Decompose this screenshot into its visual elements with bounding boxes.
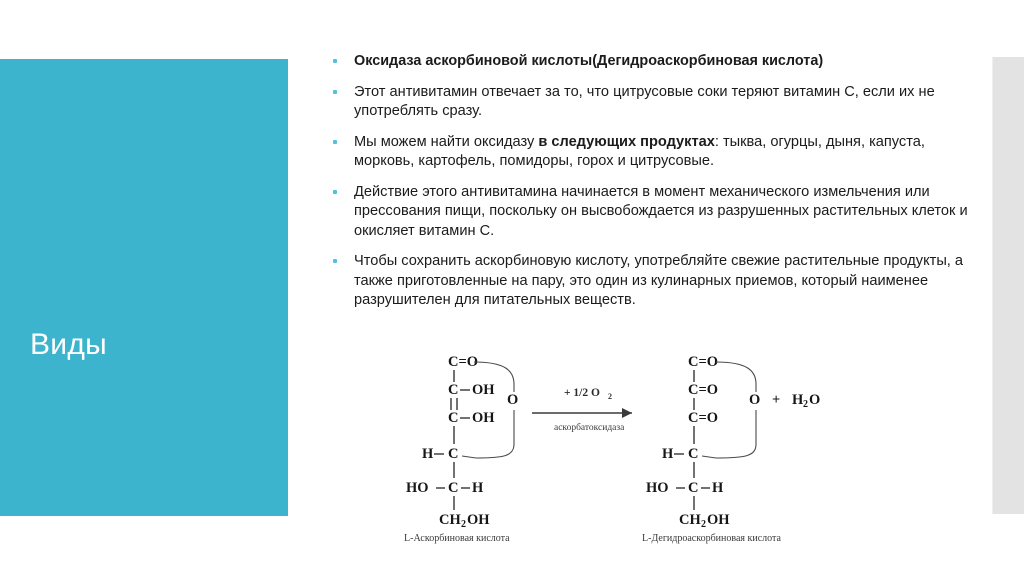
atom-c5-hydroxyl: HO (406, 480, 429, 496)
atom-p-c6-subscript: 2 (701, 519, 706, 530)
list-item (328, 52, 968, 72)
product-caption: L-Дегидроаскорбиновая кислота (642, 533, 781, 544)
atom-p-c5-hydroxyl: HO (646, 480, 669, 496)
chemical-reaction-figure (404, 348, 864, 544)
atom-c4-hydrogen: H (422, 446, 434, 462)
atom-p-c4: C (688, 446, 699, 462)
atom-c3-hydroxyl: OH (472, 410, 495, 426)
reaction-arrow (532, 387, 632, 433)
bullet-text: Оксидаза аскорбиновой кислоты(Дегидроаскорбиновая кислота) (354, 53, 824, 69)
bullet-marker-icon (333, 259, 337, 263)
atom-p-c5-hydrogen: H (712, 480, 724, 496)
bullet-text: Действие этого антивитамина начинается в момент механического измельчения или прессования пищи, поскольку он высвобождается из разрушенных растительных клеток и окисляет витамин С. (354, 183, 968, 239)
atom-p-c6-hydroxyl: OH (707, 512, 730, 528)
atom-p-c2: C=O (688, 382, 719, 398)
atom-p-c3: C=O (688, 410, 719, 426)
arrow-condition-above-subscript: 2 (608, 392, 612, 401)
bullet-marker-icon (333, 140, 337, 144)
atom-c2: C (448, 382, 459, 398)
bullet-marker-icon (333, 90, 337, 94)
atom-c6: CH (439, 512, 461, 528)
bullet-text: Чтобы сохранить аскорбиновую кислоту, употребляйте свежие растительные продукты, а также приготовленные на пару, это один из кулинарных приемов, который наименее разрушителен для питательных веществ. (354, 253, 964, 308)
atom-c6-subscript: 2 (461, 519, 466, 530)
list-item (328, 252, 968, 311)
atom-c5: C (448, 480, 459, 496)
list-item (328, 183, 968, 242)
atom-p-c1: C=O (688, 354, 719, 370)
byproduct-water-oxygen: O (809, 392, 821, 408)
atom-c6-hydroxyl: OH (467, 512, 490, 528)
bullet-text: Этот антивитамин отвечает за то, что цитрусовые соки теряют витамин С, если их не употреблять сразу. (354, 83, 935, 119)
byproduct-water: H (792, 392, 804, 408)
list-item (328, 83, 968, 122)
page-title: Виды (30, 328, 108, 361)
arrow-condition-above: + 1/2 O (564, 387, 600, 399)
title-panel (0, 59, 288, 516)
byproduct-water-subscript: 2 (803, 399, 808, 410)
product-structure (646, 354, 820, 530)
atom-c4: C (448, 446, 459, 462)
atom-c1: C=O (448, 354, 479, 370)
atom-c2-hydroxyl: OH (472, 382, 495, 398)
bullet-marker-icon (333, 59, 337, 63)
byproduct-plus-sign: + (772, 392, 781, 408)
atom-p-c6: CH (679, 512, 701, 528)
reagent-structure (406, 354, 518, 530)
atom-c5-hydrogen: H (472, 480, 484, 496)
arrow-enzyme-label: аскорбатоксидаза (554, 423, 625, 433)
bullet-text: Мы можем найти оксидазу в следующих продуктах: тыква, огурцы, дыня, капуста, морковь, картофель, помидоры, горох и цитрусовые. (354, 133, 925, 169)
atom-p-c5: C (688, 480, 699, 496)
bullet-marker-icon (333, 190, 337, 194)
list-item (328, 133, 968, 172)
atom-p-c4-hydrogen: H (662, 446, 674, 462)
atom-p-ring-oxygen: O (749, 392, 761, 408)
atom-c3: C (448, 410, 459, 426)
arrow-head-icon (622, 408, 632, 418)
reagent-caption: L-Аскорбиновая кислота (404, 533, 510, 544)
bullet-list (328, 52, 968, 311)
atom-ring-oxygen: O (507, 392, 519, 408)
right-side-placeholder (992, 57, 1024, 514)
